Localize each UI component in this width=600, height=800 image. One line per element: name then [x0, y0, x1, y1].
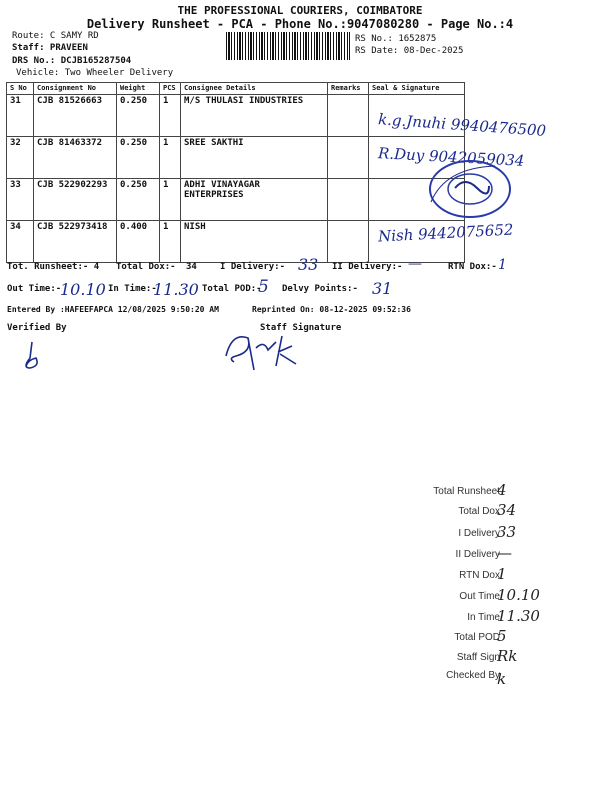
- rs-number: RS No.: 1652875: [355, 34, 437, 44]
- entered-by: Entered By :HAFEEFAPCA 12/08/2025 9:50:20 AM: [7, 305, 219, 314]
- stamp-value-total-dox: 34: [497, 501, 517, 519]
- cell-sno: 31: [7, 95, 34, 137]
- cell-weight: 0.250: [117, 95, 160, 137]
- cell-consignee: M/S THULASI INDUSTRIES: [181, 95, 328, 137]
- rtn-dox-label: RTN Dox:-: [448, 262, 497, 272]
- cell-consignee: SREE SAKTHI: [181, 137, 328, 179]
- stamp-label-total-runsheet: Total Runsheet: [433, 486, 500, 497]
- total-dox-value: 34: [186, 262, 197, 272]
- reprinted-on: Reprinted On: 08-12-2025 09:52:36: [252, 305, 411, 314]
- signature-row-32: R.Duy 9042059034: [377, 144, 525, 170]
- cell-weight: 0.250: [117, 179, 160, 221]
- cell-sno: 34: [7, 221, 34, 263]
- cell-remarks: [328, 95, 369, 137]
- stamp-label-staff-sign: Staff Sign: [456, 652, 500, 663]
- in-time-label: In Time:-: [108, 284, 157, 294]
- col-signature: Seal & Signature: [369, 83, 465, 95]
- cell-consignment: CJB 522973418: [34, 221, 117, 263]
- route: Route: C SAMY RD: [12, 31, 99, 41]
- stamp-label-in-time: In Time: [467, 612, 500, 623]
- col-consignment: Consignment No: [34, 83, 117, 95]
- out-time-label: Out Time:-: [7, 284, 62, 294]
- rtn-dox-value: 1: [498, 257, 507, 273]
- col-consignee: Consignee Details: [181, 83, 328, 95]
- company-seal-stamp: [425, 158, 515, 220]
- tot-runsheet: Tot. Runsheet:- 4: [7, 262, 100, 272]
- stamp-label-total-dox: Total Dox: [458, 506, 500, 517]
- signature-row-31: k.g.Jnuhi 9940476500: [377, 110, 547, 140]
- drs-number: DRS No.: DCJB165287504: [12, 56, 132, 66]
- cell-weight: 0.250: [117, 137, 160, 179]
- cell-remarks: [328, 179, 369, 221]
- cell-pcs: 1: [160, 137, 181, 179]
- stamp-value-checked-by: k: [497, 670, 507, 688]
- stamp-label-out-time: Out Time: [459, 591, 500, 602]
- cell-sno: 33: [7, 179, 34, 221]
- total-pod-value: 5: [258, 277, 269, 297]
- col-pcs: PCS: [160, 83, 181, 95]
- stamp-value-out-time: 10.10: [497, 586, 540, 604]
- cell-pcs: 1: [160, 95, 181, 137]
- stamp-value-i-delivery: 33: [497, 523, 517, 541]
- col-remarks: Remarks: [328, 83, 369, 95]
- cell-consignee: ADHI VINAYAGAR ENTERPRISES: [181, 179, 328, 221]
- table-row: [7, 179, 465, 221]
- delvy-points-label: Delvy Points:-: [282, 284, 358, 294]
- stamp-label-rtn-dox: RTN Dox: [459, 570, 500, 581]
- staff-signature: [222, 326, 318, 374]
- signature-row-34: Nish 9442075652: [377, 220, 514, 246]
- out-time-value: 10.10: [60, 280, 106, 299]
- i-delivery-value: 33: [298, 255, 319, 274]
- stamp-value-total-runsheet: 4: [497, 481, 507, 499]
- stamp-value-in-time: 11.30: [497, 607, 540, 625]
- company-name: THE PROFESSIONAL COURIERS, COIMBATORE: [177, 4, 423, 17]
- cell-consignee: NISH: [181, 221, 328, 263]
- rs-date: RS Date: 08-Dec-2025: [355, 46, 464, 56]
- in-time-value: 11.30: [153, 280, 199, 299]
- stamp-value-total-pod: 5: [497, 627, 507, 645]
- cell-consignment: CJB 81463372: [34, 137, 117, 179]
- stamp-label-total-pod: Total POD: [454, 632, 500, 643]
- barcode: [226, 32, 350, 60]
- cell-remarks: [328, 221, 369, 263]
- staff-signature-label: Staff Signature: [260, 323, 342, 333]
- vehicle: Vehicle: Two Wheeler Delivery: [16, 68, 174, 78]
- cell-pcs: 1: [160, 221, 181, 263]
- ii-delivery-label: II Delivery:-: [332, 262, 403, 272]
- verified-by-label: Verified By: [7, 323, 67, 333]
- cell-consignment: CJB 81526663: [34, 95, 117, 137]
- cell-remarks: [328, 137, 369, 179]
- stamp-label-i-delivery: I Delivery: [458, 528, 500, 539]
- delvy-points-value: 31: [372, 279, 393, 298]
- stamp-value-staff-sign: Rk: [497, 647, 518, 665]
- total-dox-label: Total Dox:-: [116, 262, 176, 272]
- stamp-value-ii-delivery: —: [497, 544, 512, 562]
- cell-consignment: CJB 522902293: [34, 179, 117, 221]
- col-weight: Weight: [117, 83, 160, 95]
- stamp-label-ii-delivery: II Delivery: [455, 549, 500, 560]
- cell-sno: 32: [7, 137, 34, 179]
- cell-weight: 0.400: [117, 221, 160, 263]
- cell-pcs: 1: [160, 179, 181, 221]
- stamp-value-rtn-dox: 1: [497, 565, 507, 583]
- table-header-row: [7, 83, 465, 95]
- total-pod-label: Total POD:-: [202, 284, 262, 294]
- runsheet-title: Delivery Runsheet - PCA - Phone No.:9047080280 - Page No.:4: [86, 17, 514, 31]
- col-sno: S No: [7, 83, 34, 95]
- staff: Staff: PRAVEEN: [12, 43, 88, 53]
- i-delivery-label: I Delivery:-: [220, 262, 286, 272]
- ii-delivery-value: —: [408, 256, 422, 272]
- verifier-signature: [20, 338, 50, 374]
- stamp-label-checked-by: Checked By: [446, 670, 500, 681]
